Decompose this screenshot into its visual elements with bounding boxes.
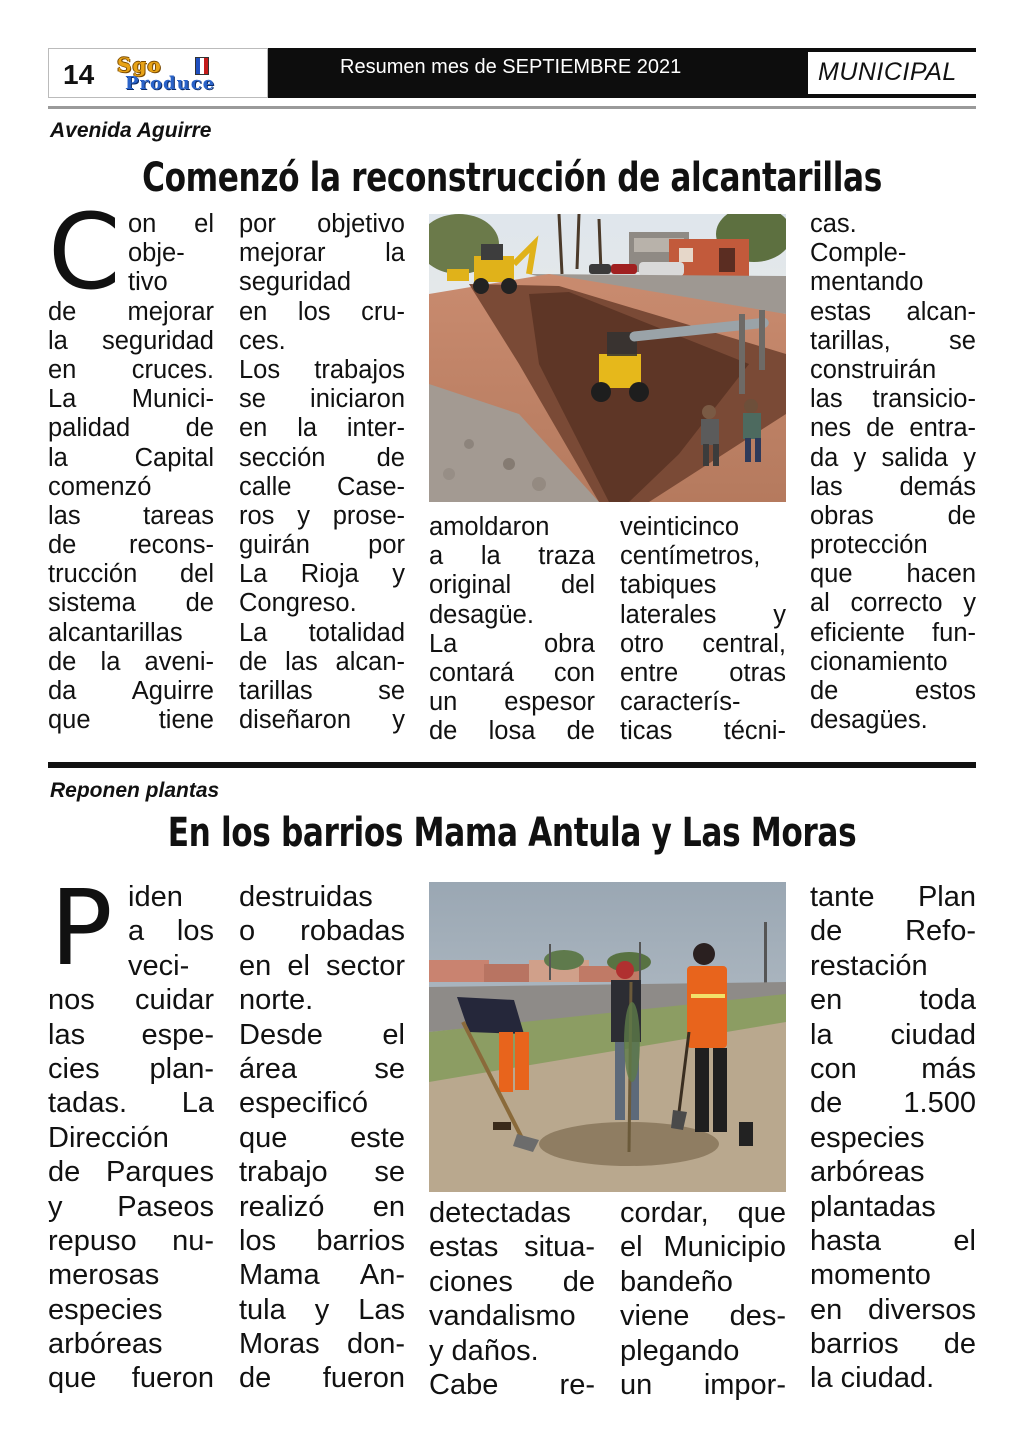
text-line: merosas: [48, 1259, 160, 1292]
text-line: ces.: [239, 326, 286, 355]
text-line: mentando: [810, 268, 924, 297]
text-line: que tiene: [48, 706, 214, 735]
text-line: repuso nu-: [48, 1224, 214, 1257]
header-rule: [48, 106, 976, 109]
text-line: cas.: [810, 210, 857, 238]
page-number-box: [48, 48, 268, 98]
text-line: cies plan-: [48, 1052, 214, 1085]
text-line: la ciudad.: [810, 1362, 935, 1395]
text-line: en cruces.: [48, 355, 214, 384]
text-line: vandalismo: [429, 1300, 576, 1333]
text-line: tarillas se: [239, 677, 405, 705]
text-line: contará con: [429, 658, 595, 687]
text-line: nes de entra-: [810, 414, 976, 443]
text-line: comenzó: [48, 472, 152, 501]
text-line: detectadas: [429, 1197, 571, 1229]
logo-bottom-word: Produce: [125, 73, 216, 94]
text-line: se iniciaron: [239, 385, 405, 414]
article2-kicker: Reponen plantas: [50, 779, 220, 802]
text-line: arbóreas: [48, 1328, 163, 1361]
text-line: La Munici-: [48, 385, 214, 414]
publication-logo: [117, 53, 259, 95]
text-line: da Aguirre: [48, 677, 214, 705]
text-line: destruidas: [239, 881, 373, 913]
text-line: plantadas: [810, 1190, 936, 1223]
text-line: la ciudad: [810, 1018, 976, 1051]
text-line: tivo: [128, 268, 168, 297]
text-line: on el: [128, 210, 214, 238]
text-line: guirán por: [239, 531, 405, 560]
text-line: de 1.500: [810, 1087, 976, 1120]
text-line: mejorar la: [239, 239, 405, 268]
page-header: [48, 48, 976, 98]
text-line: tadas. La: [48, 1087, 214, 1120]
text-line: sistema de: [48, 589, 214, 618]
text-line: original del: [429, 571, 595, 600]
text-line: alcantarillas: [48, 618, 183, 647]
text-line: hasta el: [810, 1224, 976, 1257]
text-line: de mejorar: [48, 297, 214, 326]
article2-column-5: [810, 880, 976, 1396]
text-line: desagüe.: [429, 600, 534, 629]
article-divider: [48, 762, 976, 768]
article1-kicker: Avenida Aguirre: [50, 119, 212, 142]
article2-column-1: [48, 880, 214, 1396]
text-line: nos cuidar: [48, 984, 214, 1017]
article1-dropcap: C: [48, 191, 121, 313]
text-line: ciones de: [429, 1265, 595, 1298]
text-line: de Refo-: [810, 915, 976, 948]
text-line: obje-: [128, 239, 185, 268]
text-line: tula y Las: [239, 1293, 405, 1326]
text-line: las demás: [810, 472, 976, 501]
text-line: al correcto y: [810, 589, 976, 618]
text-line: obras de: [810, 501, 976, 530]
text-line: o robadas: [239, 915, 405, 948]
article2-column-4: [620, 1196, 786, 1402]
text-line: de las alcan-: [239, 647, 405, 676]
page-number: 14: [63, 59, 95, 90]
text-line: que este: [239, 1121, 405, 1154]
text-line: centímetros,: [620, 542, 761, 571]
article1-column-3: [429, 513, 595, 747]
text-line: en la inter-: [239, 414, 405, 443]
text-line: por objetivo: [239, 210, 405, 238]
text-line: de la aveni-: [48, 647, 214, 676]
text-line: sección de: [239, 443, 405, 472]
text-line: trucción del: [48, 560, 214, 589]
text-line: palidad de: [48, 414, 214, 443]
text-line: trabajo se: [239, 1156, 405, 1189]
text-line: y Paseos: [48, 1190, 214, 1223]
section-label: MUNICIPAL: [818, 58, 957, 86]
text-line: veci-: [128, 949, 190, 982]
text-line: viene des-: [620, 1300, 786, 1333]
text-line: La obra: [429, 629, 595, 658]
article1-column-2: [239, 210, 405, 735]
article2-column-2: [239, 880, 405, 1396]
text-line: restación: [810, 949, 928, 982]
text-line: las tareas: [48, 501, 214, 530]
text-line: Dirección: [48, 1121, 169, 1154]
text-line: La totalidad: [239, 618, 405, 647]
text-line: y daños.: [429, 1334, 539, 1367]
text-line: estas alcan-: [810, 297, 976, 326]
text-line: ticas técni-: [620, 717, 786, 746]
text-line: que fueron: [48, 1362, 214, 1395]
text-line: bandeño: [620, 1265, 733, 1298]
logo-top-word: Sgo: [117, 53, 162, 77]
text-line: de Parques: [48, 1156, 214, 1189]
article2-dropcap: P: [50, 867, 113, 989]
text-line: Congreso.: [239, 589, 357, 618]
text-line: un espesor: [429, 688, 595, 717]
text-line: tante Plan: [810, 881, 976, 913]
text-line: cionamiento: [810, 647, 948, 676]
text-line: estas situa-: [429, 1231, 595, 1264]
text-line: especificó: [239, 1087, 368, 1120]
text-line: plegando: [620, 1334, 740, 1367]
text-line: amoldaron: [429, 513, 550, 541]
text-line: que hacen: [810, 560, 976, 589]
text-line: realizó en: [239, 1190, 405, 1223]
text-line: caracterís-: [620, 688, 741, 717]
text-line: Comple-: [810, 239, 907, 268]
text-line: a la traza: [429, 542, 595, 571]
article2-headline: En los barrios Mama Antula y Las Moras: [167, 810, 857, 856]
text-line: entre otras: [620, 658, 786, 687]
text-line: veinticinco: [620, 513, 740, 541]
text-line: La Rioja y: [239, 560, 405, 589]
text-line: con más: [810, 1052, 976, 1085]
text-line: de losa de: [429, 717, 595, 746]
article1-column-5: [810, 210, 976, 735]
text-line: las transicio-: [810, 385, 976, 414]
text-line: los barrios: [239, 1224, 405, 1257]
text-line: tarillas, se: [810, 326, 976, 355]
text-line: momento: [810, 1259, 931, 1292]
article1-column-1: [48, 210, 214, 735]
text-line: norte.: [239, 984, 314, 1017]
text-line: ros y prose-: [239, 501, 405, 530]
text-line: da y salida y: [810, 443, 976, 472]
text-line: especies: [48, 1293, 163, 1326]
text-line: tabiques: [620, 571, 717, 600]
construction-photo: [429, 214, 786, 502]
text-line: de estos: [810, 677, 976, 705]
text-line: laterales y: [620, 600, 786, 629]
article2-column-3: [429, 1196, 595, 1402]
text-line: construirán: [810, 355, 937, 384]
text-line: en diversos: [810, 1293, 976, 1326]
text-line: Mama An-: [239, 1259, 405, 1292]
tree-planting-photo: [429, 882, 786, 1192]
text-line: iden: [128, 881, 183, 913]
text-line: en el sector: [239, 949, 405, 982]
text-line: seguridad: [239, 268, 351, 297]
issue-title: Resumen mes de SEPTIEMBRE 2021: [340, 56, 682, 78]
text-line: el Municipio: [620, 1231, 786, 1264]
text-line: en los cru-: [239, 297, 405, 326]
text-line: la Capital: [48, 443, 214, 472]
text-line: la seguridad: [48, 326, 214, 355]
text-line: las espe-: [48, 1018, 214, 1051]
text-line: a los: [128, 915, 214, 948]
text-line: otro central,: [620, 629, 786, 658]
text-line: protección: [810, 531, 928, 560]
text-line: Cabe re-: [429, 1368, 595, 1401]
text-line: Los trabajos: [239, 355, 405, 384]
text-line: área se: [239, 1052, 405, 1085]
text-line: especies: [810, 1121, 925, 1154]
text-line: de fueron: [239, 1362, 405, 1395]
article1-column-4: [620, 513, 786, 747]
text-line: diseñaron y: [239, 706, 405, 735]
text-line: desagües.: [810, 706, 928, 735]
text-line: en toda: [810, 984, 976, 1017]
text-line: arbóreas: [810, 1156, 925, 1189]
text-line: Desde el: [239, 1018, 405, 1051]
text-line: Moras don-: [239, 1328, 405, 1361]
text-line: de recons-: [48, 531, 214, 560]
text-line: barrios de: [810, 1328, 976, 1361]
article1-headline: Comenzó la reconstrucción de alcantarillas: [142, 155, 882, 201]
text-line: cordar, que: [620, 1197, 786, 1229]
text-line: un impor-: [620, 1368, 786, 1401]
text-line: calle Case-: [239, 472, 405, 501]
text-line: eficiente fun-: [810, 618, 976, 647]
